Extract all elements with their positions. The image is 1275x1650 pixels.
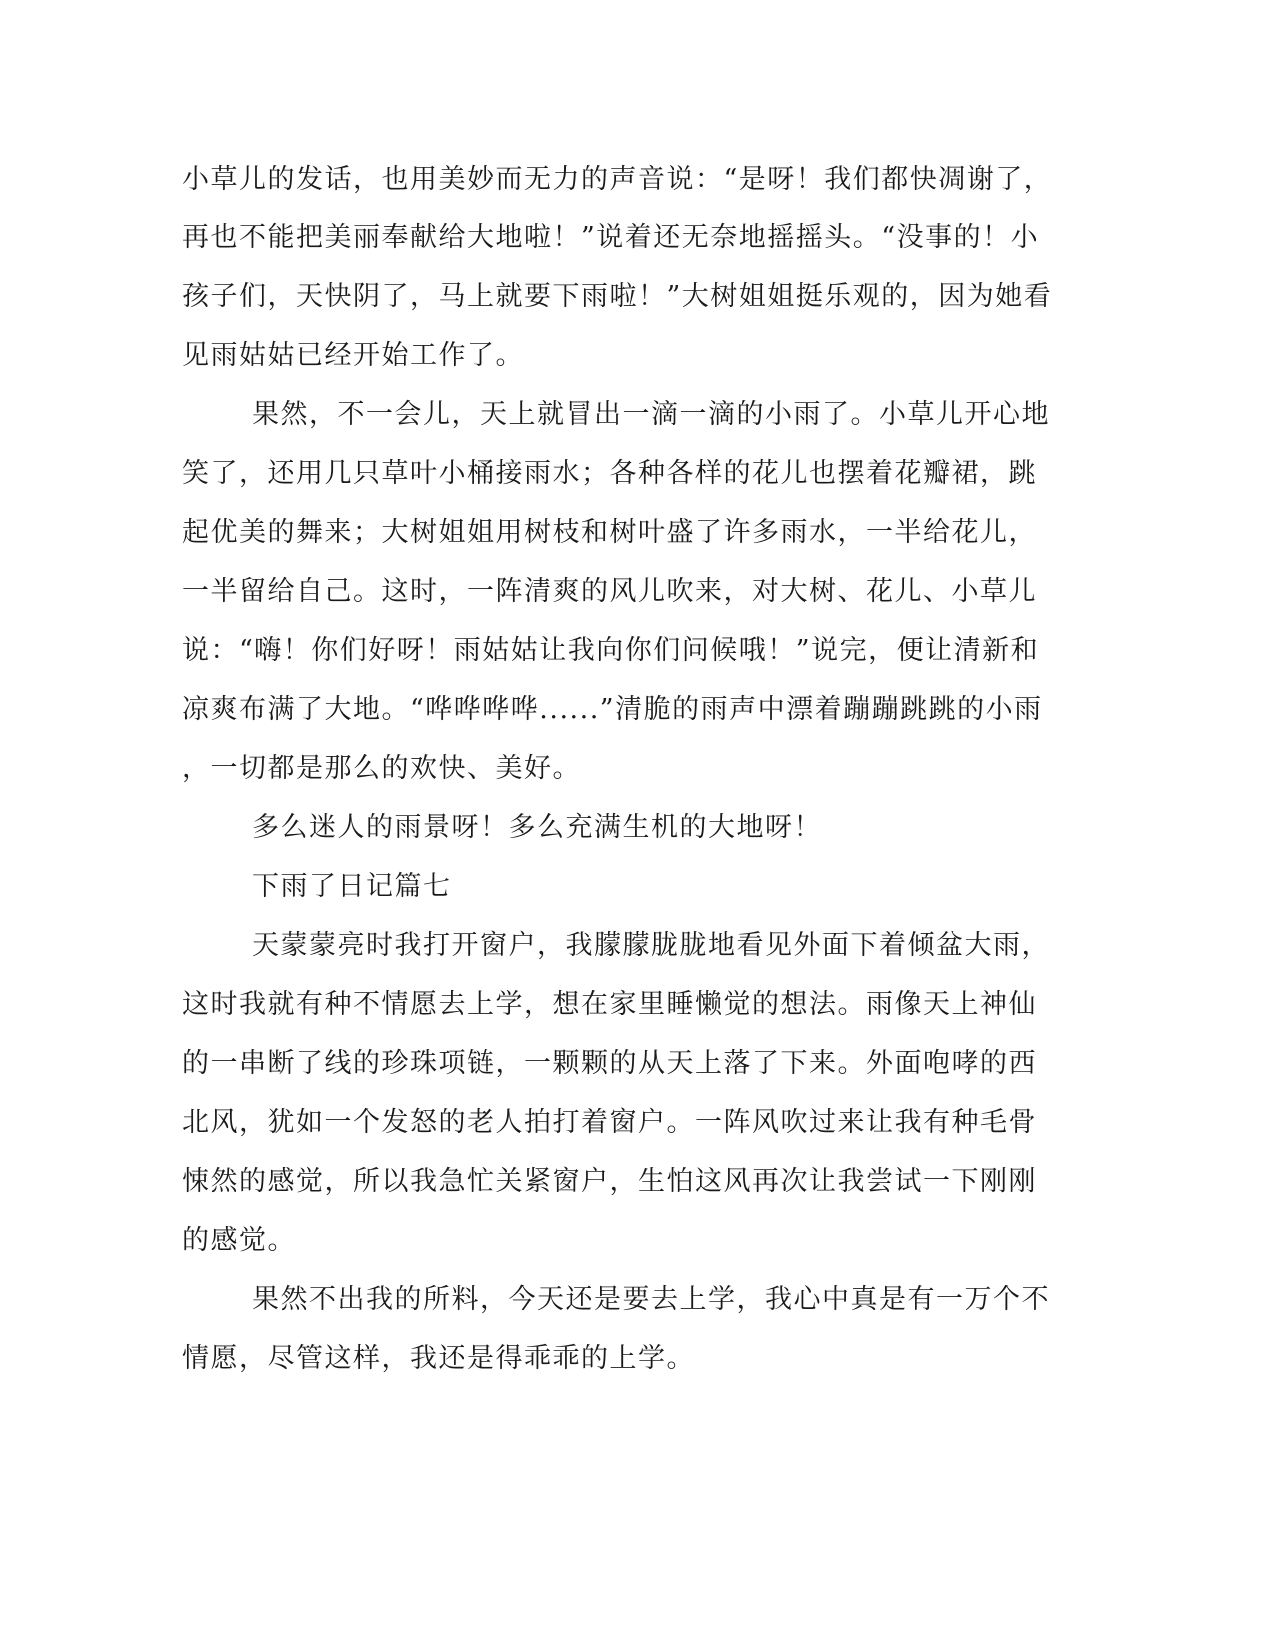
text-line: 北风，犹如一个发怒的老人拍打着窗户。一阵风吹过来让我有种毛骨 <box>182 1107 1037 1138</box>
text-line: 这时我就有种不情愿去上学，想在家里睡懒觉的想法。雨像天上神仙 <box>182 989 1037 1020</box>
text-line: 起优美的舞来；大树姐姐用树枝和树叶盛了许多雨水，一半给花儿， <box>182 517 1037 548</box>
text-line: 再也不能把美丽奉献给大地啦！”说着还无奈地摇摇头。“没事的！小 <box>182 222 1040 253</box>
text-line: 果然，不一会儿，天上就冒出一滴一滴的小雨了。小草儿开心地 <box>252 399 1050 430</box>
text-line: 孩子们，天快阴了，马上就要下雨啦！”大树姐姐挺乐观的，因为她看 <box>182 281 1053 312</box>
text-line: 小草儿的发话，也用美妙而无力的声音说：“是呀！我们都快凋谢了， <box>182 164 1053 195</box>
text-line: 一半留给自己。这时，一阵清爽的风儿吹来，对大树、花儿、小草儿 <box>182 576 1037 607</box>
text-line: 说：“嗨！你们好呀！雨姑姑让我向你们问候哦！”说完，便让清新和 <box>182 635 1040 666</box>
text-line: 见雨姑姑已经开始工作了。 <box>182 340 524 371</box>
section-heading: 下雨了日记篇七 <box>252 871 452 902</box>
text-line: ，一切都是那么的欢快、美好。 <box>182 753 581 784</box>
text-line: 果然不出我的所料，今天还是要去上学，我心中真是有一万个不 <box>252 1284 1050 1315</box>
text-line: 悚然的感觉，所以我急忙关紧窗户，生怕这风再次让我尝试一下刚刚 <box>182 1166 1037 1197</box>
text-line: 天蒙蒙亮时我打开窗户，我朦朦胧胧地看见外面下着倾盆大雨， <box>252 930 1050 961</box>
text-line: 情愿，尽管这样，我还是得乖乖的上学。 <box>182 1343 695 1374</box>
text-line: 的一串断了线的珍珠项链，一颗颗的从天上落了下来。外面咆哮的西 <box>182 1048 1037 1079</box>
text-line: 多么迷人的雨景呀！多么充满生机的大地呀！ <box>252 812 822 843</box>
text-line: 凉爽布满了大地。“哗哗哗哗......”清脆的雨声中漂着蹦蹦跳跳的小雨 <box>182 694 1043 725</box>
text-line: 笑了，还用几只草叶小桶接雨水；各种各样的花儿也摆着花瓣裙，跳 <box>182 458 1037 489</box>
text-line: 的感觉。 <box>182 1225 296 1256</box>
